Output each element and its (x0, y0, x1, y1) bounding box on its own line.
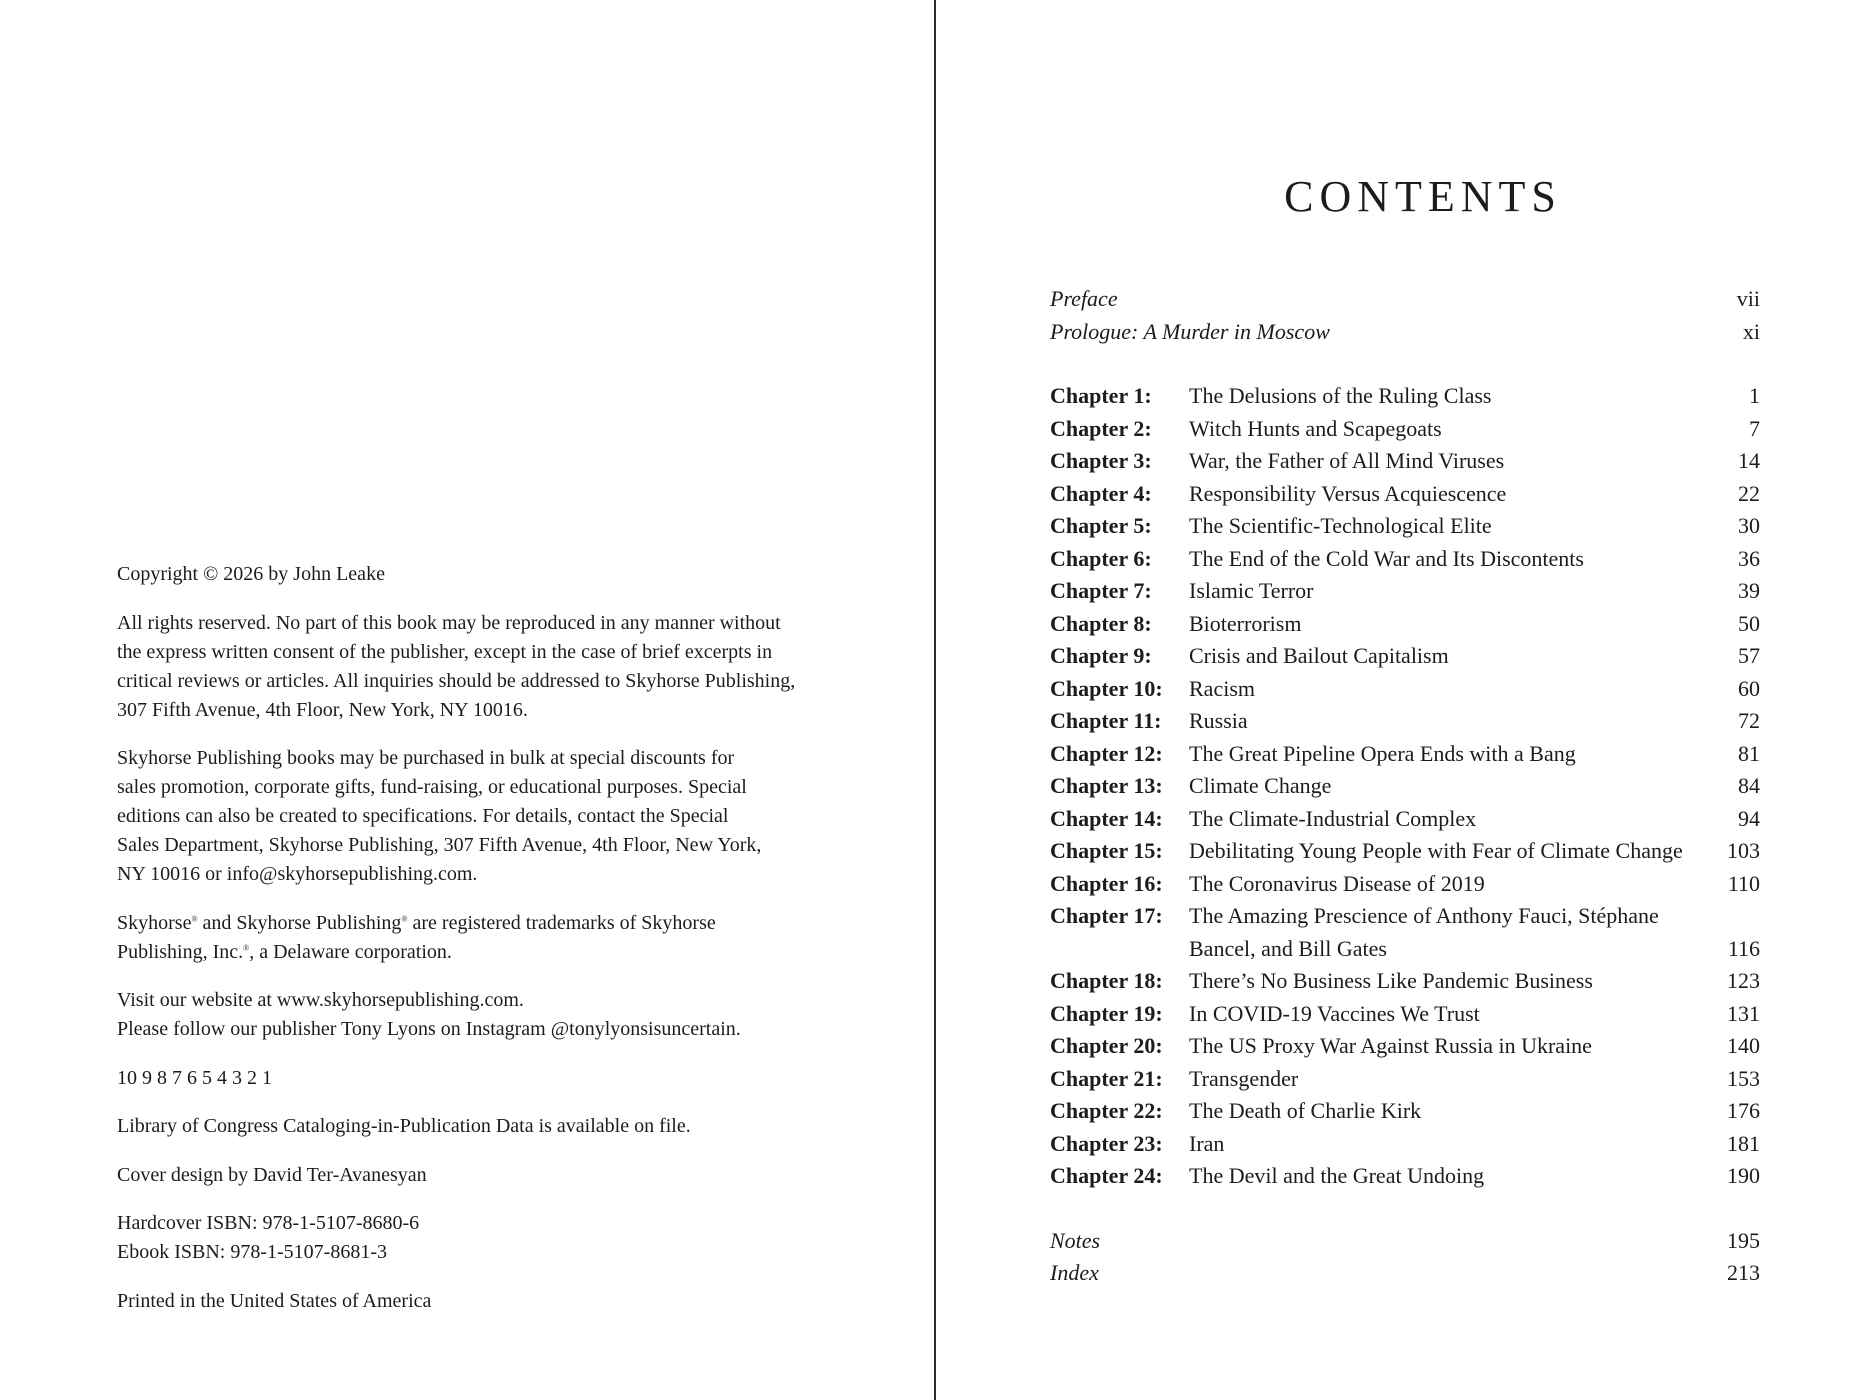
toc-row-chapter[interactable] (1050, 1030, 1760, 1063)
toc-row-chapter[interactable] (1050, 998, 1760, 1031)
chapter-title: The Devil and the Great Undoing (1189, 1163, 1485, 1188)
chapter-number: Chapter 4: (1050, 480, 1152, 506)
toc-row-preface[interactable] (1050, 283, 1760, 316)
chapter-number: Chapter 10: (1050, 675, 1163, 701)
toc-row-chapter[interactable] (1050, 1160, 1760, 1193)
toc-page-number: 30 (1738, 513, 1760, 538)
toc-title: Preface (1050, 286, 1118, 311)
chapter-number: Chapter 16: (1050, 870, 1163, 896)
toc-page-number: 36 (1738, 545, 1760, 571)
toc-row-chapter[interactable] (1050, 575, 1760, 608)
chapter-title: The Great Pipeline Opera Ends with a Bang (1189, 740, 1576, 766)
toc-row-chapter[interactable] (1050, 1063, 1760, 1096)
toc-row-chapter[interactable] (1050, 770, 1760, 803)
chapter-number: Chapter 19: (1050, 1000, 1163, 1026)
printed-in-line: Printed in the United States of America (117, 1289, 432, 1312)
toc-page-number: 140 (1727, 1033, 1760, 1058)
toc-page-number: 213 (1727, 1260, 1760, 1285)
toc-row-chapter[interactable] (1050, 738, 1760, 771)
chapter-title: Climate Change (1189, 773, 1332, 798)
chapter-title: The Scientific-Technological Elite (1189, 513, 1492, 538)
toc-spacer (1050, 348, 1760, 380)
chapter-number: Chapter 11: (1050, 708, 1162, 733)
toc-row-prologue[interactable] (1050, 316, 1760, 349)
toc-row-chapter[interactable] (1050, 1095, 1760, 1128)
chapter-number: Chapter 21: (1050, 1065, 1163, 1091)
rights-paragraph (117, 609, 837, 725)
chapter-number: Chapter 17: (1050, 903, 1163, 928)
website-line: Visit our website at www.skyhorsepublishing.com. (117, 989, 524, 1011)
chapter-number: Chapter 9: (1050, 643, 1152, 668)
instagram-line: Please follow our publisher Tony Lyons on Instagram @tonylyonsisuncertain. (117, 1018, 741, 1040)
chapter-list (1050, 380, 1760, 1193)
toc-row-chapter[interactable] (1050, 673, 1760, 706)
toc-page-number: 14 (1738, 448, 1760, 473)
chapter-title: Crisis and Bailout Capitalism (1189, 643, 1449, 668)
chapter-title: Witch Hunts and Scapegoats (1189, 415, 1442, 441)
bulk-line: Skyhorse Publishing books may be purchased in bulk at special discounts for (117, 747, 735, 769)
chapter-number: Chapter 8: (1050, 610, 1152, 636)
chapter-title: The Death of Charlie Kirk (1189, 1098, 1422, 1123)
chapter-title: War, the Father of All Mind Viruses (1189, 448, 1505, 473)
toc-page-number: vii (1736, 286, 1760, 311)
trademark-line: Skyhorse® and Skyhorse Publishing® are registered trademarks of Skyhorse (117, 911, 716, 934)
chapter-number: Chapter 12: (1050, 740, 1163, 766)
toc-page-number: 190 (1727, 1163, 1760, 1188)
table-of-contents (1050, 283, 1760, 1290)
toc-title: Notes (1050, 1227, 1101, 1253)
toc-row-chapter[interactable] (1050, 640, 1760, 673)
toc-page-number: 50 (1738, 610, 1760, 636)
cover-design-line: Cover design by David Ter-Avanesyan (117, 1163, 427, 1186)
toc-row-chapter[interactable] (1050, 1128, 1760, 1161)
chapter-number: Chapter 7: (1050, 578, 1152, 603)
chapter-number: Chapter 13: (1050, 773, 1163, 798)
rights-line: 307 Fifth Avenue, 4th Floor, New York, NY 10016. (117, 698, 528, 721)
trademark-paragraph (117, 909, 837, 967)
toc-row-chapter[interactable] (1050, 478, 1760, 511)
chapter-number: Chapter 6: (1050, 545, 1152, 571)
contents-heading: CONTENTS (1284, 172, 1562, 221)
chapter-title: In COVID-19 Vaccines We Trust (1189, 1000, 1480, 1026)
toc-row-chapter[interactable] (1050, 413, 1760, 446)
chapter-number: Chapter 22: (1050, 1098, 1163, 1123)
toc-row-chapter[interactable] (1050, 445, 1760, 478)
toc-row-index[interactable] (1050, 1257, 1760, 1290)
toc-row-chapter[interactable] (1050, 900, 1760, 965)
toc-page-number: 94 (1738, 805, 1760, 831)
toc-title: Index (1050, 1260, 1099, 1285)
toc-title: Prologue: A Murder in Moscow (1050, 318, 1330, 344)
toc-page-number: 116 (1727, 935, 1760, 961)
bulk-line: sales promotion, corporate gifts, fund-raising, or educational purposes. Special (117, 776, 747, 798)
chapter-number: Chapter 15: (1050, 838, 1163, 863)
toc-page-number: xi (1742, 318, 1760, 344)
chapter-number: Chapter 24: (1050, 1163, 1163, 1188)
chapter-title: Debilitating Young People with Fear of Climate Change (1189, 838, 1683, 863)
chapter-title: The Climate-Industrial Complex (1189, 805, 1477, 831)
toc-page-number: 181 (1727, 1130, 1760, 1156)
chapter-title: The Amazing Prescience of Anthony Fauci, Stéphane Bancel, and Bill Gates (1189, 903, 1659, 961)
bulk-line: Sales Department, Skyhorse Publishing, 307 Fifth Avenue, 4th Floor, New York, (117, 834, 762, 856)
printing-line: 10 9 8 7 6 5 4 3 2 1 (117, 1066, 272, 1089)
bulk-sales-paragraph (117, 744, 837, 889)
website-paragraph (117, 986, 837, 1044)
chapter-title: The End of the Cold War and Its Discontents (1189, 545, 1584, 571)
toc-row-chapter[interactable] (1050, 543, 1760, 576)
isbn-block (117, 1209, 837, 1267)
toc-page-number: 39 (1738, 578, 1760, 603)
toc-row-chapter[interactable] (1050, 803, 1760, 836)
ebook-isbn: Ebook ISBN: 978-1-5107-8681-3 (117, 1241, 387, 1263)
toc-row-chapter[interactable] (1050, 868, 1760, 901)
chapter-title: The Coronavirus Disease of 2019 (1189, 870, 1485, 896)
chapter-title: Transgender (1189, 1065, 1299, 1091)
rights-line: All rights reserved. No part of this book may be reproduced in any manner without (117, 611, 781, 634)
toc-row-notes[interactable] (1050, 1225, 1760, 1258)
bulk-line: NY 10016 or info@skyhorsepublishing.com. (117, 863, 478, 885)
toc-page-number: 1 (1749, 383, 1760, 408)
toc-page-number: 195 (1727, 1227, 1760, 1253)
trademark-line: Publishing, Inc.®, a Delaware corporation. (117, 940, 452, 963)
toc-page-number: 7 (1749, 415, 1760, 441)
toc-row-chapter[interactable] (1050, 380, 1760, 413)
chapter-number: Chapter 3: (1050, 448, 1152, 473)
toc-page-number: 176 (1727, 1098, 1760, 1123)
toc-row-chapter[interactable] (1050, 608, 1760, 641)
loc-line: Library of Congress Cataloging-in-Publication Data is available on file. (117, 1115, 691, 1137)
contents-page (936, 0, 1866, 1400)
chapter-title: The US Proxy War Against Russia in Ukraine (1189, 1033, 1592, 1058)
toc-row-chapter[interactable] (1050, 835, 1760, 868)
chapter-number: Chapter 5: (1050, 513, 1152, 538)
rights-line: critical reviews or articles. All inquiries should be addressed to Skyhorse Publishing, (117, 669, 796, 692)
chapter-number: Chapter 14: (1050, 805, 1163, 831)
chapter-title: Racism (1189, 675, 1255, 701)
copyright-block (117, 560, 837, 1335)
toc-page-number: 81 (1738, 740, 1760, 766)
chapter-number: Chapter 23: (1050, 1130, 1163, 1156)
chapter-title: Iran (1189, 1130, 1225, 1156)
toc-page-number: 123 (1727, 968, 1760, 993)
toc-page-number: 84 (1738, 773, 1760, 798)
chapter-title: Responsibility Versus Acquiescence (1189, 480, 1507, 506)
chapter-number: Chapter 2: (1050, 415, 1152, 441)
toc-page-number: 22 (1738, 480, 1760, 506)
toc-page-number: 153 (1727, 1065, 1760, 1091)
toc-page-number: 103 (1727, 838, 1760, 863)
toc-row-chapter[interactable] (1050, 510, 1760, 543)
hardcover-isbn: Hardcover ISBN: 978-1-5107-8680-6 (117, 1212, 420, 1234)
chapter-title: Russia (1189, 708, 1248, 733)
toc-page-number: 131 (1727, 1000, 1760, 1026)
toc-spacer (1050, 1193, 1760, 1225)
toc-page-number: 110 (1727, 870, 1760, 896)
toc-row-chapter[interactable] (1050, 965, 1760, 998)
toc-page-number: 72 (1738, 708, 1760, 733)
rights-line: the express written consent of the publisher, except in the case of brief excerpts in (117, 640, 773, 663)
chapter-number: Chapter 18: (1050, 968, 1163, 993)
toc-page-number: 57 (1738, 643, 1760, 668)
toc-row-chapter[interactable] (1050, 705, 1760, 738)
copyright-line: Copyright © 2026 by John Leake (117, 563, 385, 585)
chapter-number: Chapter 1: (1050, 383, 1152, 408)
chapter-title: The Delusions of the Ruling Class (1189, 383, 1492, 408)
bulk-line: editions can also be created to specifications. For details, contact the Special (117, 805, 729, 827)
chapter-title: Bioterrorism (1189, 610, 1302, 636)
chapter-title: Islamic Terror (1189, 578, 1314, 603)
chapter-number: Chapter 20: (1050, 1033, 1163, 1058)
toc-page-number: 60 (1738, 675, 1760, 701)
chapter-title: There’s No Business Like Pandemic Business (1189, 968, 1593, 993)
